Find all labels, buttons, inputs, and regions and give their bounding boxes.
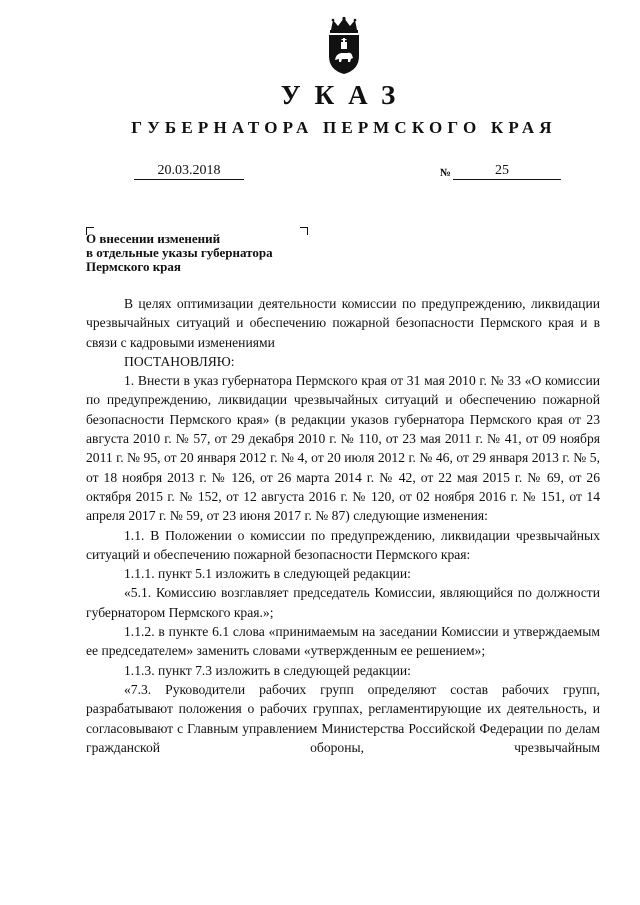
document-subject bbox=[86, 232, 273, 274]
subject-line: Пермского края bbox=[86, 259, 181, 274]
document-body bbox=[86, 294, 600, 757]
clause-1: 1. Внести в указ губернатора Пермского края от 31 мая 2010 г. № 33 «О комиссии по предупреждению, ликвидации чрезвычайных ситуаций и обеспечению пожарной безопасности Пермского края» (в редакции указов губернатора Пермского края от 23 августа 2010 г. № 57, от 29 декабря 2010 г. № 110, от 23 мая 2011 г. № 41, от 09 ноября 2011 г. № 95, от 20 января 2012 г. № 4, от 20 июля 2012 г. № 46, от 29 января 2013 г. № 5, от 18 ноября 2013 г. № 126, от 26 марта 2014 г. № 42, от 22 мая 2015 г. № 69, от 26 октября 2015 г. № 152, от 12 августа 2016 г. № 120, от 02 ноября 2016 г. № 151, от 14 апреля 2017 г. № 59, от 23 июня 2017 г. № 87) следующие изменения: bbox=[86, 373, 600, 524]
decree-keyword: ПОСТАНОВЛЯЮ: bbox=[124, 353, 235, 369]
clause-1-1-2: 1.1.2. в пункте 6.1 слова «принимаемым на заседании Комиссии и утверждаемым ее председателем» заменить словами «утвержденным ее решением»; bbox=[86, 624, 600, 659]
clause-1-1: 1.1. В Положении о комиссии по предупреждению, ликвидации чрезвычайных ситуаций и обеспечению пожарной безопасности Пермского края: bbox=[86, 527, 600, 562]
preamble-paragraph: В целях оптимизации деятельности комиссии по предупреждению, ликвидации чрезвычайных ситуаций и обеспечению пожарной безопасности Пермского края и в связи с кадровыми изменениями bbox=[86, 296, 600, 350]
issuer-title: ГУБЕРНАТОРА ПЕРМСКОГО КРАЯ bbox=[131, 118, 557, 137]
perm-krai-coat-of-arms-icon bbox=[325, 16, 363, 76]
subject-line: О внесении изменений bbox=[86, 231, 221, 246]
subject-corner-right bbox=[300, 227, 308, 235]
clause-1-1-3: 1.1.3. пункт 7.3 изложить в следующей редакции: bbox=[124, 662, 411, 678]
document-type-title: УКАЗ bbox=[280, 80, 410, 110]
subject-line: в отдельные указы губернатора bbox=[86, 245, 273, 260]
clause-5-1-text: «5.1. Комиссию возглавляет председатель Комиссии, являющийся по должности губернатором Пермского края.»; bbox=[86, 585, 600, 620]
document-date: 20.03.2018 bbox=[134, 163, 244, 180]
clause-1-1-1: 1.1.1. пункт 5.1 изложить в следующей редакции: bbox=[124, 566, 411, 582]
document-number: 25 bbox=[453, 163, 561, 180]
clause-7-3-text: «7.3. Руководители рабочих групп определяют состав рабочих групп, разрабатывают положения о рабочих группах, регламентирующие их деятельность, и согласовывают с Главным управлением Министерства Российской Федерации по делам гражданской обороны, чрезвычайным bbox=[86, 681, 600, 755]
number-label: № bbox=[440, 167, 452, 179]
